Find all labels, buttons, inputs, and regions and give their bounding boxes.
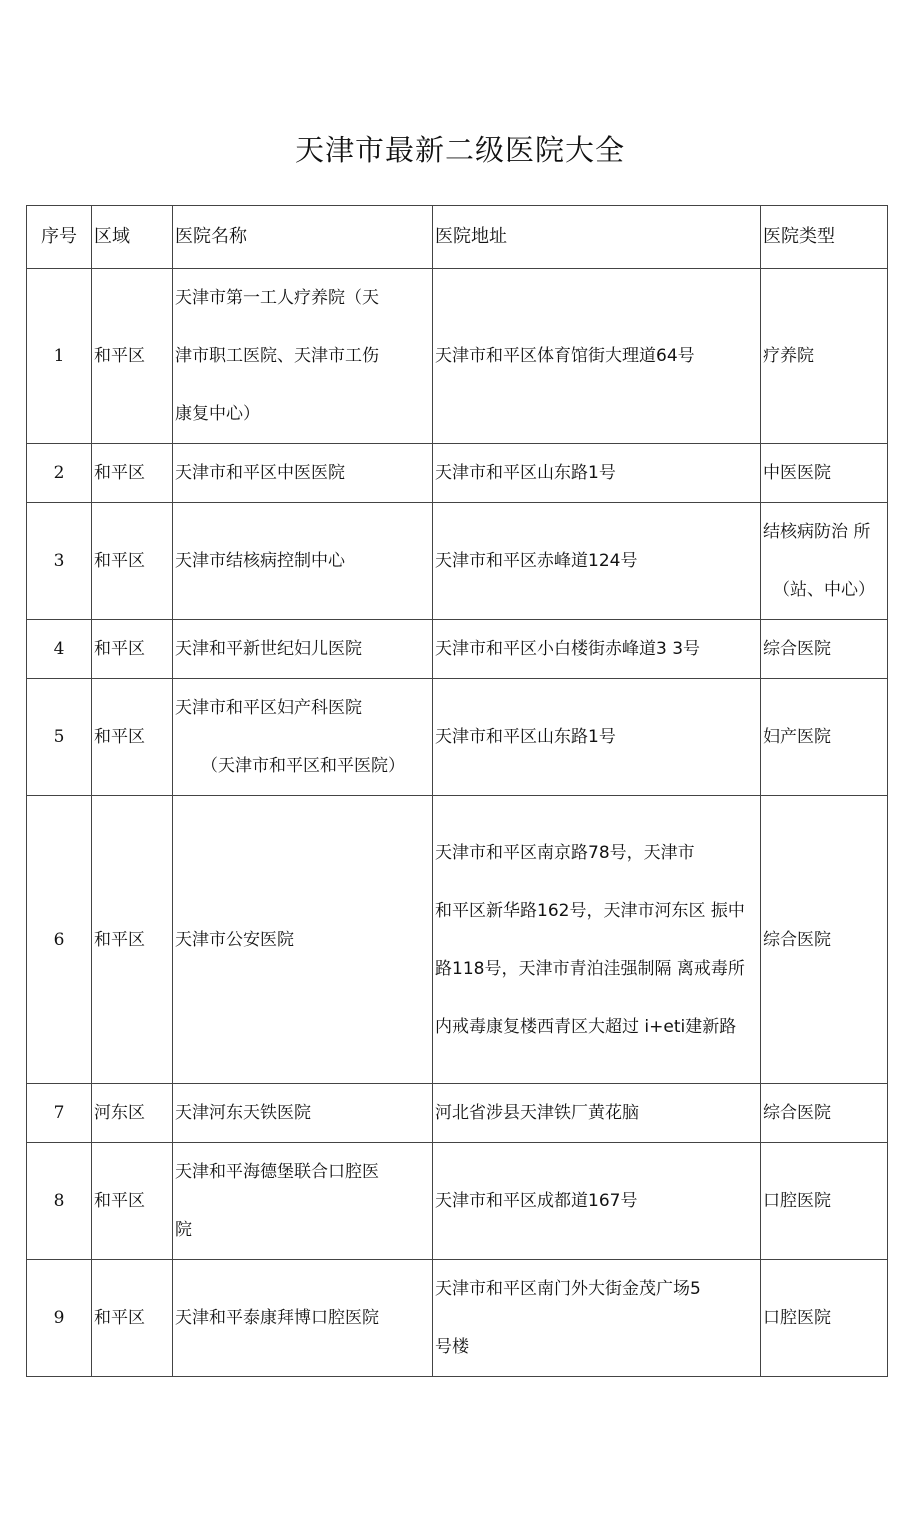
- header-address: 医院地址: [433, 206, 761, 269]
- cell-address: [433, 1084, 761, 1143]
- table-row: [27, 620, 888, 679]
- table-row: [27, 1143, 888, 1260]
- cell-name-line: 天津河东天铁医院: [175, 1103, 311, 1123]
- cell-type-line: 综合医院: [763, 929, 831, 950]
- cell-type-line: 结核病防治 所: [763, 522, 871, 542]
- table-row: [27, 1084, 888, 1143]
- cell-no: 6: [27, 796, 92, 1084]
- cell-area: 和平区: [92, 1143, 173, 1260]
- cell-name: [173, 679, 433, 796]
- cell-address: [433, 620, 761, 679]
- table-row: [27, 444, 888, 503]
- cell-address-line: 天津市和平区山东路1号: [435, 727, 616, 747]
- cell-type-line: （站、中心）: [773, 580, 875, 600]
- cell-name: [173, 1084, 433, 1143]
- cell-type: [761, 796, 888, 1084]
- cell-type-line: 妇产医院: [763, 727, 831, 747]
- table-row: [27, 503, 888, 620]
- cell-area: 河东区: [92, 1084, 173, 1143]
- table-row: [27, 1260, 888, 1377]
- cell-type: [761, 444, 888, 503]
- cell-address-line: 天津市和平区南京路78号，天津市: [435, 842, 695, 863]
- cell-name-line: 天津和平海德堡联合口腔医: [175, 1162, 379, 1182]
- cell-address-line: 河北省涉县天津铁厂黄花脑: [435, 1103, 639, 1123]
- table-row: [27, 796, 888, 1084]
- cell-address-line: 天津市和平区体育馆街大理道64号: [435, 346, 695, 366]
- cell-name-line: 天津和平泰康拜博口腔医院: [175, 1308, 379, 1328]
- cell-address-line: 天津市和平区赤峰道124号: [435, 551, 638, 571]
- header-type: 医院类型: [761, 206, 888, 269]
- cell-type: [761, 620, 888, 679]
- cell-address-line: 天津市和平区山东路1号: [435, 463, 616, 483]
- cell-no: 1: [27, 269, 92, 444]
- cell-type-line: 口腔医院: [763, 1191, 831, 1211]
- cell-name-line: 天津市第一工人疗养院（天: [175, 288, 379, 308]
- cell-address: [433, 269, 761, 444]
- cell-address-line: 天津市和平区南门外大街金茂广场5: [435, 1279, 701, 1299]
- cell-area: 和平区: [92, 503, 173, 620]
- cell-address: [433, 503, 761, 620]
- cell-no: 2: [27, 444, 92, 503]
- cell-name-line: 康复中心）: [175, 404, 260, 424]
- cell-no: 4: [27, 620, 92, 679]
- cell-type-line: 综合医院: [763, 639, 831, 659]
- cell-name: [173, 1260, 433, 1377]
- cell-type: [761, 679, 888, 796]
- cell-no: 9: [27, 1260, 92, 1377]
- cell-name: [173, 1143, 433, 1260]
- cell-no: 7: [27, 1084, 92, 1143]
- cell-type: [761, 1260, 888, 1377]
- cell-address: [433, 444, 761, 503]
- cell-no: 8: [27, 1143, 92, 1260]
- cell-type: [761, 1143, 888, 1260]
- cell-name: [173, 444, 433, 503]
- cell-name: [173, 503, 433, 620]
- page-title: 天津市最新二级医院大全: [294, 133, 625, 167]
- cell-area: 和平区: [92, 620, 173, 679]
- cell-name-line: 天津市和平区中医医院: [175, 463, 345, 483]
- cell-area: 和平区: [92, 444, 173, 503]
- cell-name-line: 天津市结核病控制中心: [175, 551, 345, 571]
- cell-address: [433, 796, 761, 1084]
- cell-name: [173, 620, 433, 679]
- cell-address: [433, 1143, 761, 1260]
- cell-name-line: 天津市和平区妇产科医院: [175, 698, 362, 718]
- cell-area: 和平区: [92, 269, 173, 444]
- cell-address: [433, 1260, 761, 1377]
- cell-no: 3: [27, 503, 92, 620]
- cell-type: [761, 269, 888, 444]
- cell-address-line: 天津市和平区成都道167号: [435, 1191, 638, 1211]
- cell-name-line: 天津和平新世纪妇儿医院: [175, 639, 362, 659]
- header-name: 医院名称: [173, 206, 433, 269]
- cell-type-line: 疗养院: [763, 346, 814, 366]
- cell-name-line: 津市职工医院、天津市工伤: [175, 346, 379, 366]
- cell-name-line: 院: [175, 1220, 192, 1240]
- cell-type-line: 中医医院: [763, 463, 831, 483]
- cell-type-line: 综合医院: [763, 1103, 831, 1123]
- cell-address-line: 内戒毒康复楼西青区大超过 i+eti建新路: [435, 1016, 737, 1037]
- table-row: [27, 269, 888, 444]
- cell-name: [173, 796, 433, 1084]
- table-header-row: [27, 206, 888, 269]
- cell-name: [173, 269, 433, 444]
- cell-address-line: 号楼: [435, 1337, 469, 1357]
- cell-area: 和平区: [92, 1260, 173, 1377]
- cell-type-line: 口腔医院: [763, 1308, 831, 1328]
- header-area: 区域: [92, 206, 173, 269]
- cell-area: 和平区: [92, 796, 173, 1084]
- cell-type: [761, 503, 888, 620]
- cell-address-line: 和平区新华路162号，天津市河东区 振中: [435, 900, 745, 921]
- cell-no: 5: [27, 679, 92, 796]
- cell-address-line: 天津市和平区小白楼街赤峰道3 3号: [435, 639, 701, 659]
- header-no: 序号: [27, 206, 92, 269]
- cell-name-line: （天津市和平区和平医院）: [201, 756, 405, 776]
- cell-type: [761, 1084, 888, 1143]
- hospital-table: [26, 205, 888, 1377]
- cell-area: 和平区: [92, 679, 173, 796]
- table-row: [27, 679, 888, 796]
- cell-address-line: 路118号，天津市青泊洼强制隔 离戒毒所: [435, 958, 745, 979]
- cell-name-line: 天津市公安医院: [175, 929, 294, 950]
- cell-address: [433, 679, 761, 796]
